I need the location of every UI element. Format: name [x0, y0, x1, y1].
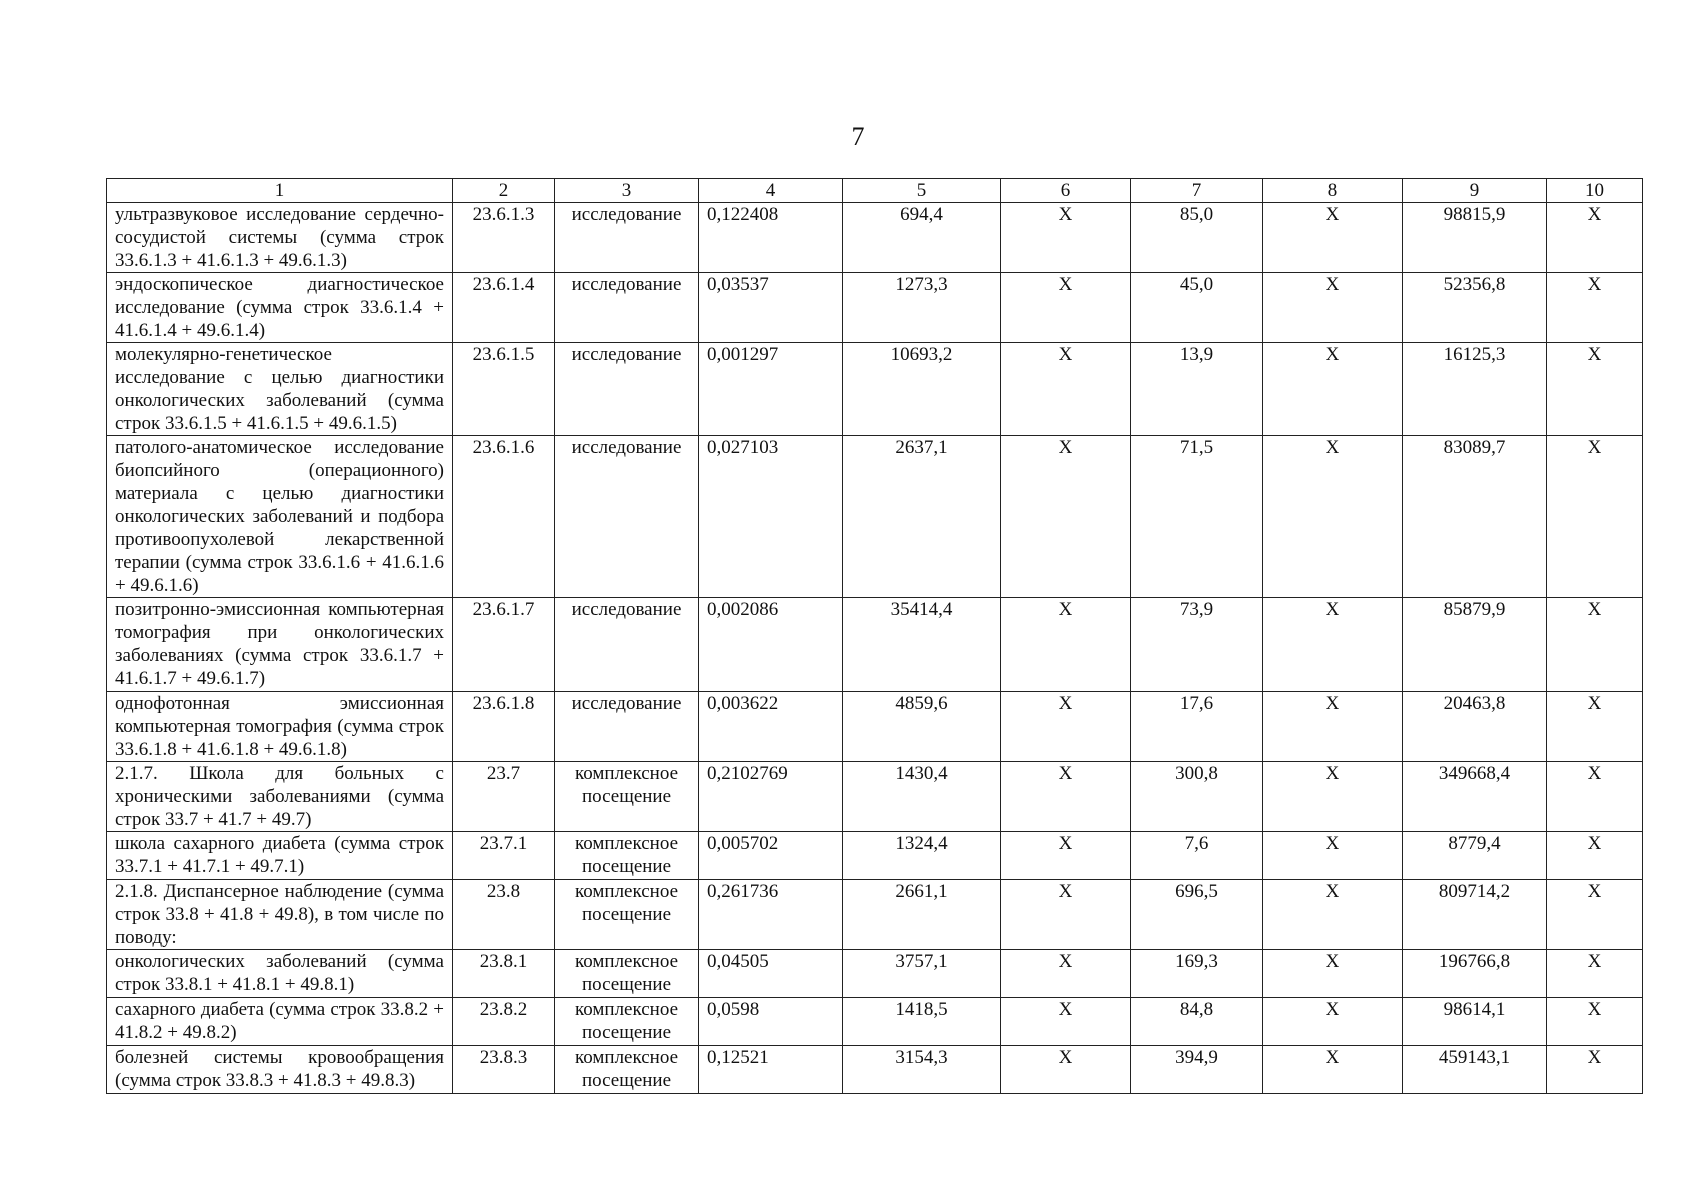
- table-row: [107, 1046, 1643, 1094]
- cell-col4: 0,001297: [699, 343, 843, 436]
- cell-col7: 45,0: [1131, 273, 1263, 343]
- column-header: 5: [843, 179, 1001, 203]
- row-unit: комплексное посещение: [555, 832, 699, 880]
- row-description: патолого-анатомическое исследование биопсийного (операционного) материала с целью диагностики онкологических заболеваний и подбора противоопухолевой лекарственной терапии (сумма строк 33.6.1.6 + 41.6.1.6 + 49.6.1.6): [107, 436, 453, 598]
- row-description: болезней системы кровообращения (сумма строк 33.8.3 + 41.8.3 + 49.8.3): [107, 1046, 453, 1094]
- cell-col9: 98614,1: [1403, 998, 1547, 1046]
- cell-col5: 694,4: [843, 203, 1001, 273]
- cell-col4: 0,005702: [699, 832, 843, 880]
- table-row: [107, 762, 1643, 832]
- cell-col4: 0,04505: [699, 950, 843, 998]
- row-unit: комплексное посещение: [555, 762, 699, 832]
- header-row: [107, 179, 1643, 203]
- cell-col4: 0,261736: [699, 880, 843, 950]
- cell-col4: 0,027103: [699, 436, 843, 598]
- row-code: 23.7.1: [453, 832, 555, 880]
- cell-col6: Х: [1001, 950, 1131, 998]
- cell-col10: Х: [1547, 762, 1643, 832]
- column-header: 2: [453, 179, 555, 203]
- cell-col5: 10693,2: [843, 343, 1001, 436]
- cell-col8: Х: [1263, 343, 1403, 436]
- cell-col10: Х: [1547, 880, 1643, 950]
- cell-col7: 300,8: [1131, 762, 1263, 832]
- cell-col6: Х: [1001, 762, 1131, 832]
- cell-col7: 7,6: [1131, 832, 1263, 880]
- table-row: [107, 692, 1643, 762]
- cell-col10: Х: [1547, 998, 1643, 1046]
- cell-col5: 3154,3: [843, 1046, 1001, 1094]
- cell-col4: 0,003622: [699, 692, 843, 762]
- cell-col7: 394,9: [1131, 1046, 1263, 1094]
- row-description: эндоскопическое диагностическое исследование (сумма строк 33.6.1.4 + 41.6.1.4 + 49.6.1.4): [107, 273, 453, 343]
- row-code: 23.6.1.7: [453, 598, 555, 692]
- row-description: однофотонная эмиссионная компьютерная томография (сумма строк 33.6.1.8 + 41.6.1.8 + 49.6.1.8): [107, 692, 453, 762]
- row-description: онкологических заболеваний (сумма строк 33.8.1 + 41.8.1 + 49.8.1): [107, 950, 453, 998]
- cell-col4: 0,2102769: [699, 762, 843, 832]
- page-number: 7: [851, 122, 865, 151]
- cell-col10: Х: [1547, 598, 1643, 692]
- cell-col5: 1324,4: [843, 832, 1001, 880]
- cell-col4: 0,0598: [699, 998, 843, 1046]
- row-unit: комплексное посещение: [555, 950, 699, 998]
- cell-col10: Х: [1547, 1046, 1643, 1094]
- row-description: 2.1.8. Диспансерное наблюдение (сумма строк 33.8 + 41.8 + 49.8), в том числе по поводу:: [107, 880, 453, 950]
- column-header: 8: [1263, 179, 1403, 203]
- cell-col6: Х: [1001, 343, 1131, 436]
- column-header: 6: [1001, 179, 1131, 203]
- row-code: 23.7: [453, 762, 555, 832]
- cell-col7: 71,5: [1131, 436, 1263, 598]
- cell-col7: 73,9: [1131, 598, 1263, 692]
- column-header: 3: [555, 179, 699, 203]
- cell-col9: 16125,3: [1403, 343, 1547, 436]
- cell-col8: Х: [1263, 692, 1403, 762]
- row-code: 23.6.1.4: [453, 273, 555, 343]
- cell-col5: 1418,5: [843, 998, 1001, 1046]
- cell-col4: 0,12521: [699, 1046, 843, 1094]
- cell-col6: Х: [1001, 880, 1131, 950]
- column-header: 10: [1547, 179, 1643, 203]
- cell-col7: 85,0: [1131, 203, 1263, 273]
- row-code: 23.6.1.3: [453, 203, 555, 273]
- row-unit: комплексное посещение: [555, 1046, 699, 1094]
- cell-col7: 13,9: [1131, 343, 1263, 436]
- cell-col9: 349668,4: [1403, 762, 1547, 832]
- cell-col9: 98815,9: [1403, 203, 1547, 273]
- table-row: [107, 273, 1643, 343]
- cell-col9: 20463,8: [1403, 692, 1547, 762]
- row-code: 23.6.1.8: [453, 692, 555, 762]
- cell-col8: Х: [1263, 203, 1403, 273]
- row-description: ультразвуковое исследование сердечно-сосудистой системы (сумма строк 33.6.1.3 + 41.6.1.3 + 49.6.1.3): [107, 203, 453, 273]
- cell-col5: 1273,3: [843, 273, 1001, 343]
- cell-col8: Х: [1263, 832, 1403, 880]
- cell-col6: Х: [1001, 436, 1131, 598]
- cell-col9: 809714,2: [1403, 880, 1547, 950]
- column-header: 9: [1403, 179, 1547, 203]
- table-row: [107, 998, 1643, 1046]
- row-description: молекулярно-генетическое исследование с целью диагностики онкологических заболеваний (сумма строк 33.6.1.5 + 41.6.1.5 + 49.6.1.5): [107, 343, 453, 436]
- table-row: [107, 436, 1643, 598]
- cell-col6: Х: [1001, 832, 1131, 880]
- row-unit: исследование: [555, 203, 699, 273]
- row-code: 23.6.1.6: [453, 436, 555, 598]
- table-row: [107, 343, 1643, 436]
- cell-col5: 2637,1: [843, 436, 1001, 598]
- row-unit: исследование: [555, 343, 699, 436]
- cell-col9: 196766,8: [1403, 950, 1547, 998]
- row-unit: комплексное посещение: [555, 998, 699, 1046]
- data-table: [106, 178, 1643, 1094]
- table-row: [107, 950, 1643, 998]
- row-description: позитронно-эмиссионная компьютерная томография при онкологических заболеваниях (сумма строк 33.6.1.7 + 41.6.1.7 + 49.6.1.7): [107, 598, 453, 692]
- cell-col5: 3757,1: [843, 950, 1001, 998]
- cell-col5: 2661,1: [843, 880, 1001, 950]
- cell-col4: 0,122408: [699, 203, 843, 273]
- table-row: [107, 832, 1643, 880]
- cell-col4: 0,002086: [699, 598, 843, 692]
- column-header: 1: [107, 179, 453, 203]
- cell-col6: Х: [1001, 692, 1131, 762]
- row-code: 23.6.1.5: [453, 343, 555, 436]
- cell-col6: Х: [1001, 273, 1131, 343]
- table-row: [107, 598, 1643, 692]
- cell-col5: 35414,4: [843, 598, 1001, 692]
- row-code: 23.8: [453, 880, 555, 950]
- cell-col9: 52356,8: [1403, 273, 1547, 343]
- table-row: [107, 880, 1643, 950]
- row-unit: исследование: [555, 436, 699, 598]
- cell-col7: 17,6: [1131, 692, 1263, 762]
- cell-col5: 1430,4: [843, 762, 1001, 832]
- cell-col10: Х: [1547, 343, 1643, 436]
- cell-col10: Х: [1547, 950, 1643, 998]
- row-unit: исследование: [555, 598, 699, 692]
- cell-col5: 4859,6: [843, 692, 1001, 762]
- cell-col6: Х: [1001, 598, 1131, 692]
- cell-col6: Х: [1001, 203, 1131, 273]
- cell-col6: Х: [1001, 998, 1131, 1046]
- cell-col6: Х: [1001, 1046, 1131, 1094]
- cell-col10: Х: [1547, 692, 1643, 762]
- cell-col10: Х: [1547, 832, 1643, 880]
- column-header: 4: [699, 179, 843, 203]
- cell-col7: 169,3: [1131, 950, 1263, 998]
- row-code: 23.8.2: [453, 998, 555, 1046]
- row-unit: исследование: [555, 692, 699, 762]
- row-description: сахарного диабета (сумма строк 33.8.2 + 41.8.2 + 49.8.2): [107, 998, 453, 1046]
- table-row: [107, 203, 1643, 273]
- cell-col8: Х: [1263, 273, 1403, 343]
- column-header: 7: [1131, 179, 1263, 203]
- cell-col8: Х: [1263, 436, 1403, 598]
- cell-col4: 0,03537: [699, 273, 843, 343]
- cell-col9: 459143,1: [1403, 1046, 1547, 1094]
- cell-col8: Х: [1263, 880, 1403, 950]
- row-code: 23.8.1: [453, 950, 555, 998]
- cell-col9: 85879,9: [1403, 598, 1547, 692]
- row-description: 2.1.7. Школа для больных с хроническими заболеваниями (сумма строк 33.7 + 41.7 + 49.7): [107, 762, 453, 832]
- cell-col10: Х: [1547, 273, 1643, 343]
- cell-col10: Х: [1547, 436, 1643, 598]
- row-description: школа сахарного диабета (сумма строк 33.7.1 + 41.7.1 + 49.7.1): [107, 832, 453, 880]
- cell-col8: Х: [1263, 762, 1403, 832]
- row-unit: комплексное посещение: [555, 880, 699, 950]
- cell-col10: Х: [1547, 203, 1643, 273]
- cell-col8: Х: [1263, 950, 1403, 998]
- cell-col8: Х: [1263, 998, 1403, 1046]
- cell-col7: 84,8: [1131, 998, 1263, 1046]
- cell-col7: 696,5: [1131, 880, 1263, 950]
- row-unit: исследование: [555, 273, 699, 343]
- row-code: 23.8.3: [453, 1046, 555, 1094]
- cell-col8: Х: [1263, 598, 1403, 692]
- cell-col8: Х: [1263, 1046, 1403, 1094]
- cell-col9: 8779,4: [1403, 832, 1547, 880]
- cell-col9: 83089,7: [1403, 436, 1547, 598]
